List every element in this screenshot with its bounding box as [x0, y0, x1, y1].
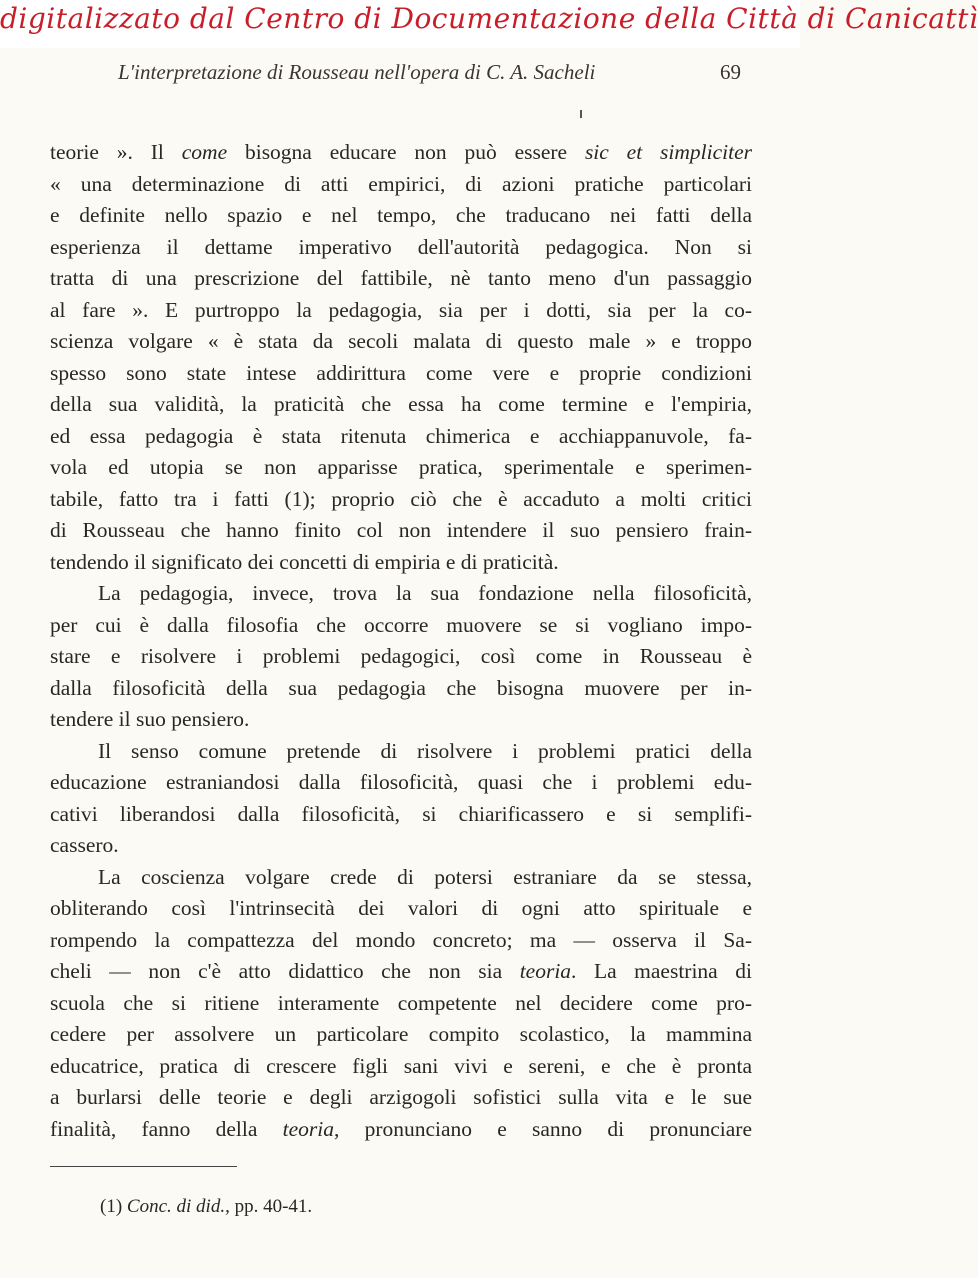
text-line: ed essa pedagogia è stata ritenuta chimerica e acchiappanuvole, fa-	[50, 423, 752, 448]
footnote-rule	[50, 1166, 237, 1167]
running-head-title: L'interpretazione di Rousseau nell'opera di C. A. Sacheli	[118, 60, 596, 84]
digitization-banner	[0, 0, 978, 48]
text-line: tendere il suo pensiero.	[50, 707, 250, 731]
text-line: La pedagogia, invece, trova la sua fondazione nella filosoficità,	[98, 581, 752, 605]
text-line: finalità, fanno della teoria, pronunciano e sanno di pronunciare	[50, 1116, 752, 1141]
text-line: al fare ». E purtroppo la pedagogia, sia per i dotti, sia per la co-	[50, 297, 752, 322]
text-line: esperienza il dettame imperativo dell'autorità pedagogica. Non si	[50, 234, 752, 259]
page-number: 69	[720, 60, 741, 84]
text-line: tabile, fatto tra i fatti (1); proprio ciò che è accaduto a molti critici	[50, 486, 752, 511]
footnote: (1) Conc. di did., pp. 40-41.	[100, 1196, 313, 1217]
text-line: tendendo il significato dei concetti di empiria e di praticità.	[50, 549, 559, 574]
text-line: cedere per assolvere un particolare compito scolastico, la mammina	[50, 1022, 752, 1046]
text-line: Il senso comune pretende di risolvere i problemi pratici della	[98, 738, 752, 763]
text-line: cassero.	[50, 833, 119, 857]
print-mark	[580, 110, 582, 118]
text-line: « una determinazione di atti empirici, di azioni pratiche particolari	[50, 171, 752, 196]
text-line: teorie ». Il come bisogna educare non può essere sic et simpliciter	[50, 140, 752, 164]
body-text	[50, 137, 752, 1145]
text-line: per cui è dalla filosofia che occorre muovere se si vogliano impo-	[50, 612, 752, 637]
text-line: scuola che si ritiene interamente competente nel decidere come pro-	[50, 990, 752, 1015]
text-line: La coscienza volgare crede di potersi estraniare da se stessa,	[98, 864, 752, 889]
text-line: educatrice, pratica di crescere figli sani vivi e sereni, e che è pronta	[50, 1053, 752, 1078]
text-line: cheli — non c'è atto didattico che non sia teoria. La maestrina di	[50, 959, 752, 983]
text-line: spesso sono state intese addirittura come vere e proprie condizioni	[50, 360, 752, 385]
text-line: scienza volgare « è stata da secoli malata di questo male » e troppo	[50, 329, 752, 353]
text-line: rompendo la compattezza del mondo concreto; ma — osserva il Sa-	[50, 927, 752, 952]
text-line: dalla filosoficità della sua pedagogia che bisogna muovere per in-	[50, 675, 752, 700]
text-line: vola ed utopia se non apparisse pratica, sperimentale e sperimen-	[50, 455, 752, 479]
text-line: educazione estraniandosi dalla filosoficità, quasi che i problemi edu-	[50, 770, 752, 794]
text-line: tratta di una prescrizione del fattibile, nè tanto meno d'un passaggio	[50, 266, 752, 290]
text-line: di Rousseau che hanno finito col non intendere il suo pensiero frain-	[50, 518, 752, 542]
text-line: a burlarsi delle teorie e degli arzigogoli sofistici sulla vita e le sue	[50, 1085, 752, 1109]
text-line: cativi liberandosi dalla filosoficità, si chiarificassero e si semplifi-	[50, 801, 752, 826]
banner-text: digitalizzato dal Centro di Documentazione della Città di Canicattì	[0, 2, 978, 35]
text-line: e definite nello spazio e nel tempo, che traducano nei fatti della	[50, 203, 752, 227]
text-line: obliterando così l'intrinsecità dei valori di ogni atto spirituale e	[50, 896, 752, 920]
text-line: della sua validità, la praticità che essa ha come termine e l'empiria,	[50, 392, 752, 416]
text-line: stare e risolvere i problemi pedagogici, così come in Rousseau è	[50, 644, 752, 668]
